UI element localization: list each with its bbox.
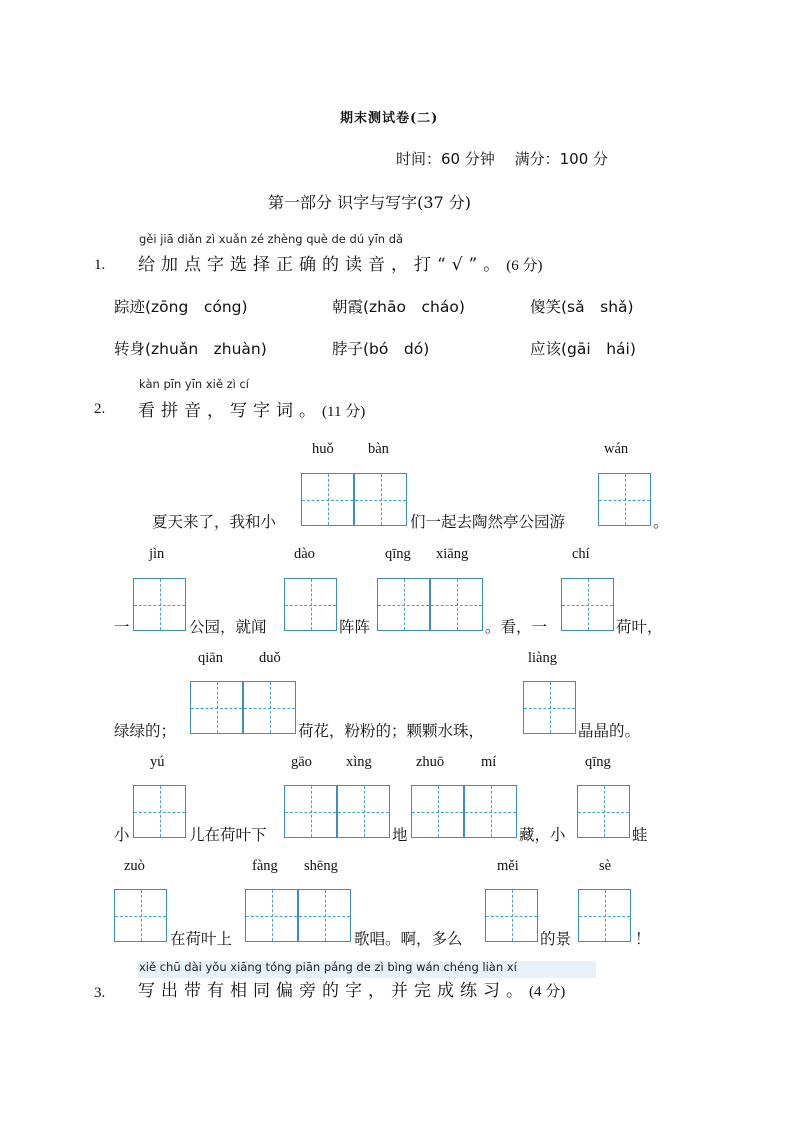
passage-text: 绿绿的；: [114, 722, 177, 740]
passage-text: 公园，就闻: [189, 618, 267, 636]
passage-text: 晶晶的。: [578, 722, 641, 740]
pinyin-word: měi: [497, 858, 519, 874]
writing-grid-box[interactable]: [243, 681, 296, 734]
pinyin-word: jìn: [149, 546, 165, 562]
pinyin-word: mí: [481, 754, 497, 770]
writing-grid-box[interactable]: [354, 473, 407, 526]
q1-option[interactable]: 傻笑(sǎ shǎ): [530, 298, 634, 316]
writing-grid-box[interactable]: [577, 785, 630, 838]
passage-text: 阵阵: [339, 618, 371, 636]
pinyin-word: xìng: [346, 754, 372, 770]
pinyin-word: zuò: [124, 858, 145, 874]
pinyin-word: liàng: [528, 650, 557, 666]
writing-grid-box[interactable]: [133, 785, 186, 838]
q2-text: 看拼音，写字词。: [138, 401, 322, 421]
pinyin-word: xiāng: [436, 546, 469, 562]
q1-number: 1.: [94, 257, 106, 273]
passage-text: 。看，一: [485, 618, 548, 636]
passage-text: 藏，小: [519, 826, 566, 844]
q1-option[interactable]: 踪迹(zōng cóng): [114, 298, 248, 316]
passage-text: 夏天来了，我和小: [152, 513, 277, 531]
q1-score: (6 分): [506, 258, 543, 274]
section-heading: 第一部分 识字与写字(37 分): [268, 193, 472, 212]
writing-grid-box[interactable]: [430, 578, 483, 631]
pinyin-word: huǒ: [312, 441, 334, 457]
q3-text: 写出带有相同偏旁的字，并完成练习。: [138, 981, 529, 1001]
pinyin-word: bàn: [368, 441, 389, 457]
exam-time-score: 时间：60 分钟 满分：100 分: [396, 150, 609, 168]
writing-grid-box[interactable]: [578, 889, 631, 942]
pinyin-word: shēng: [304, 858, 338, 874]
writing-grid-box[interactable]: [337, 785, 390, 838]
pinyin-word: qīng: [585, 754, 611, 770]
q1-option[interactable]: 转身(zhuǎn zhuàn): [114, 340, 267, 358]
q2-instruction: [138, 396, 365, 421]
passage-text: 儿在荷叶下: [189, 826, 267, 844]
writing-grid-box[interactable]: [245, 889, 298, 942]
pinyin-word: qiān: [198, 650, 223, 666]
writing-grid-box[interactable]: [598, 473, 651, 526]
writing-grid-box[interactable]: [411, 785, 464, 838]
pinyin-word: sè: [599, 858, 612, 874]
q1-option[interactable]: 脖子(bó dó): [332, 340, 430, 358]
writing-grid-box[interactable]: [485, 889, 538, 942]
passage-text: 在荷叶上: [170, 930, 233, 948]
q2-pinyin: kàn pīn yīn xiě zì cí: [139, 377, 249, 391]
passage-text: 歌唱。啊，多么: [354, 930, 463, 948]
passage-text: ！: [635, 930, 651, 948]
writing-grid-box[interactable]: [114, 889, 167, 942]
pinyin-word: gāo: [291, 754, 312, 770]
writing-grid-box[interactable]: [133, 578, 186, 631]
pinyin-word: zhuō: [416, 754, 445, 770]
passage-text: 一: [114, 618, 130, 636]
q3-pinyin: xiě chū dài yǒu xiāng tóng piān páng de zì bìng wán chéng liàn xí: [139, 960, 517, 974]
q3-number: 3.: [94, 985, 106, 1001]
passage-text: 们一起去陶然亭公园游: [410, 513, 566, 531]
passage-text: 地: [392, 826, 408, 844]
q2-score: (11 分): [322, 404, 366, 420]
pinyin-word: fàng: [252, 858, 278, 874]
q1-pinyin: gěi jiā diǎn zì xuǎn zé zhèng què de dú yīn dǎ: [139, 232, 404, 246]
writing-grid-box[interactable]: [523, 681, 576, 734]
q2-number: 2.: [94, 401, 106, 417]
passage-text: 的景: [540, 930, 572, 948]
passage-text: 荷花，粉粉的；颗颗水珠，: [298, 722, 485, 740]
q3-instruction: [138, 976, 565, 1001]
q1-option[interactable]: 朝霞(zhāo cháo): [332, 298, 465, 316]
writing-grid-box[interactable]: [284, 578, 337, 631]
writing-grid-box[interactable]: [298, 889, 351, 942]
writing-grid-box[interactable]: [561, 578, 614, 631]
exam-title: 期末测试卷(二): [340, 111, 439, 126]
q1-option[interactable]: 应该(gāi hái): [530, 340, 636, 358]
q3-score: (4 分): [529, 984, 566, 1000]
passage-text: 蛙: [632, 826, 648, 844]
writing-grid-box[interactable]: [284, 785, 337, 838]
pinyin-word: yú: [150, 754, 165, 770]
pinyin-word: wán: [604, 441, 629, 457]
q1-text: 给加点字选择正确的读音，打“√”。: [138, 255, 507, 275]
writing-grid-box[interactable]: [301, 473, 354, 526]
passage-text: 荷叶，: [616, 618, 663, 636]
pinyin-word: qīng: [385, 546, 411, 562]
writing-grid-box[interactable]: [377, 578, 430, 631]
pinyin-word: chí: [572, 546, 590, 562]
pinyin-word: dào: [294, 546, 315, 562]
passage-text: 小: [114, 826, 130, 844]
q1-instruction: [138, 250, 542, 275]
pinyin-word: duǒ: [259, 650, 281, 666]
writing-grid-box[interactable]: [464, 785, 517, 838]
writing-grid-box[interactable]: [190, 681, 243, 734]
passage-text: 。: [653, 513, 669, 531]
